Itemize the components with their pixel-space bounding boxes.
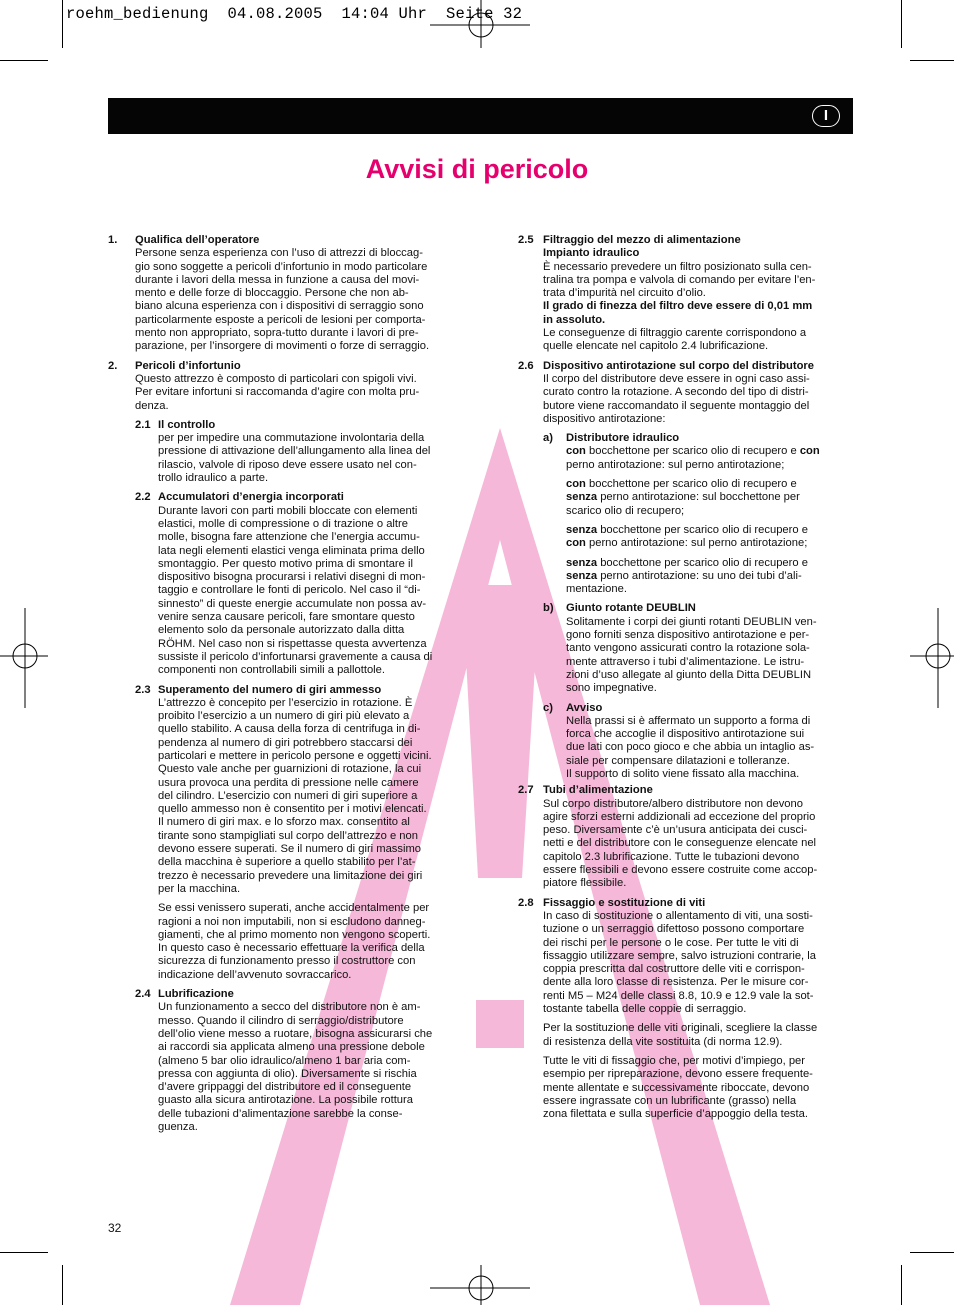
section-2-4 <box>108 988 470 1134</box>
option-2: con bocchettone per scarico olio di recupero e senza perno antirotazione: sul bocchettone per scarico olio di recupero; <box>566 478 800 517</box>
section-body: per per impedire una commutazione involontaria della pressione di attivazione dell’allungamento alla linea del rilascio, valvole di riposo deve essere usato nel con- trollo idraulico a parte. <box>158 432 431 485</box>
section-2-8 <box>518 897 860 1122</box>
section-number: 1. <box>108 234 118 246</box>
section-number: 2.5 <box>518 234 534 246</box>
section-body: L’attrezzo è concepito per l’esercizio in rotazione. È proibito l’esercizio a un numero di giri più elevato a quello stabilito. A causa della forza di centrifuga in di- pendenza al numero di giri potrebbero staccarsi dei particolari e mettere in pericolo persone e oggetti vicini. Questo vale anche per guarnizioni di rotazione, la cui usura provoca una perdita di pressione nelle camere del cilindro. L’esercizio con numeri di giri superiore a quello ammesso non è consentito per i motivi elencati. Il numero di giri max. e lo sforzo max. consentito al tirante sono stampigliati sul corpo dell’attrezzo e non devono essere superati. Se il numero di giri massimo della macchina è superiore a quello stabilito per l’at- trezzo è necessario prevedere una limitazione dei giri per la macchina. <box>158 696 432 895</box>
subsection-heading: Giunto rotante DEUBLIN <box>566 602 696 615</box>
section-2-6 <box>518 360 860 426</box>
section-1 <box>108 234 470 354</box>
section-body: In caso di sostituzione o allentamento di viti, una sosti- tuzione o un serraggio difettoso possono comportare dei rischi per le persone o le cose. Per tutte le viti di fissaggio utilizzare sempre, salvo istruzioni contrarie, la coppia prescritta dal costruttore delle viti e corrispon- dente alla loro classe di resistenza. Per le misure cor- renti M5 – M24 delle classi 8.8, 10.9 e 12.9 vale la sot- tostante tabella delle coppie di serraggio. <box>543 909 816 1016</box>
section-subheading: Impianto idraulico <box>543 247 640 260</box>
printer-slug: roehm_bedienung 04.08.2005 14:04 Uhr Seite 32 <box>66 5 523 23</box>
language-badge: I <box>812 105 840 127</box>
section-number: 2.1 <box>135 418 151 431</box>
section-heading: Superamento del numero di giri ammesso <box>158 683 382 696</box>
section-number: 2.7 <box>518 784 534 797</box>
subsection-a <box>518 432 860 596</box>
section-number: 2.8 <box>518 896 534 909</box>
subsection-heading: Avviso <box>566 701 603 714</box>
section-heading: Accumulatori d’energia incorporati <box>158 491 344 504</box>
section-heading: Dispositivo antirotazione sul corpo del distributore <box>543 359 815 372</box>
section-body: Questo attrezzo è composto di particolari con spigoli vivi. Per evitare infortuni si raccomanda d’agire con molta pru- denza. <box>135 372 420 412</box>
section-heading: Pericoli d’infortunio <box>135 359 241 372</box>
section-number: 2.4 <box>135 988 151 1001</box>
option-1: con bocchettone per scarico olio di recupero e con perno antirotazione: sul perno antirotazione; <box>566 445 820 471</box>
subsection-heading: Distributore idraulico <box>566 432 680 445</box>
subsection-letter: b) <box>543 602 554 615</box>
section-heading: Il controllo <box>158 418 216 431</box>
section-number: 2.2 <box>135 491 151 504</box>
option-3: senza bocchettone per scarico olio di recupero e con perno antirotazione: sul perno antirotazione; <box>566 523 808 550</box>
section-heading: Lubrificazione <box>158 988 234 1001</box>
section-2-7 <box>518 784 860 890</box>
section-body: Solitamente i corpi dei giunti rotanti DEUBLIN ven- gono forniti senza dispositivo antirotazione e per- tanto vengono assicurati contro la rotazione sola- mente attraverso i tubi d’alimentazione. Le istru- zioni d’uso allegate al giunto della Ditta DEUBLIN sono impegnative. <box>566 615 817 695</box>
section-2-5 <box>518 234 860 354</box>
section-body-2: Per la sostituzione delle viti originali, scegliere la classe di resistenza della vite sostituita (di norma 12.9). <box>543 1022 818 1048</box>
subsection-c <box>518 702 860 782</box>
section-number: 2.3 <box>135 683 151 696</box>
subsection-b <box>518 602 860 695</box>
section-heading: Tubi d’alimentazione <box>543 784 653 797</box>
section-body: Il corpo del distributore deve essere in ogni caso assi- curato contro la rotazione. A secondo del tipo di distri- butore viene raccomandato il seguente montaggio del dispositivo antirotazione: <box>543 372 810 425</box>
header-bar <box>108 98 853 134</box>
section-heading: Qualifica dell’operatore <box>135 234 260 246</box>
section-2-2 <box>108 491 470 677</box>
section-heading: Fissaggio e sostituzione di viti <box>543 896 706 909</box>
section-number: 2.6 <box>518 359 534 372</box>
section-heading: Filtraggio del mezzo di alimentazione <box>543 234 741 246</box>
section-body-3: Tutte le viti di fissaggio che, per motivi d’impiego, per esempio per ripreparazione, devono essere frequente- mente allentate e successivamente riboccate, devono essere ingrassate con un lubrificante (grasso) nella zona filettata e sulla superficie d’appoggio della testa. <box>543 1054 813 1121</box>
section-body-2: Se essi venissero superati, anche accidentalmente per ragioni a noi non imputabili, non si escludono danneg- giamenti, che al primo momento non vengono scoperti. In questo caso è necessario effettuare la verifica della sicurezza di funzionamento presso il costruttore con indicazione dell’avvenuto sovraccarico. <box>158 902 431 981</box>
section-2-3 <box>108 684 470 983</box>
section-body: Sul corpo distributore/albero distributore non devono agire sforzi esterni addizionali ad eccezione del proprio peso. Diversamente c’è un’usura anticipata dei cusci- netti e del distributore con le conseguenze elencate nel capitolo 2.3 lubrificazione. Tutte le tubazioni devono essere flessibili e devono essere costruite come accop- piatore flessibile. <box>543 797 818 890</box>
right-column <box>518 234 860 1121</box>
section-body: Un funzionamento a secco del distributore non è am- messo. Quando il cilindro di serraggio/distributore dell’olio viene messo a ruotare, bisogna assicurarsi che ai raccordi sia applicata almeno una pressione debole (almeno 5 bar olio idraulico/almeno 1 bar aria com- pressa con aggiunta di olio). Diversamente si rischia d’avere grippaggi del distributore ed il conseguente guasto alla sicura antirotazione. La possibile rottura delle tubazioni d’alimentazione sarebbe la conse- guenza. <box>158 1001 433 1133</box>
option-4: senza bocchettone per scarico olio di recupero e senza perno antirotazione: su uno dei tubi d’ali- mentazione. <box>566 556 808 596</box>
section-number: 2. <box>108 359 118 372</box>
section-body: È necessario prevedere un filtro posizionato sulla cen- tralina tra pompa e valvola di comando per evitare l’en- trata d’impurità nel circuito d’olio. Il grado di finezza del filtro deve essere di 0,01 mm in assoluto. Le conseguenze di filtraggio carente corrispondono a quelle elencate nel capitolo 2.4 lubrificazione. <box>543 260 816 353</box>
section-body: Persone senza esperienza con l’uso di attrezzi di bloccag- gio sono soggette a pericoli d’infortunio in modo particolare durante i lavori della messa in funzione a causa del movi- mento e delle forze di bloccaggio. Persone che non ab- biano alcuna esperienza con i dispositivi di serraggio sono particolarmente esposte a pericoli de lesioni per comporta- mento non appropriato, sopra-tutto durante i lavori di pre- parazione, per l’insorgere di movimenti o forze di serraggio. <box>135 247 430 353</box>
section-2 <box>108 360 470 413</box>
subsection-letter: a) <box>543 432 553 445</box>
page-title: Avvisi di pericolo <box>365 154 589 184</box>
section-2-1 <box>108 419 470 485</box>
page-number: 32 <box>108 1221 122 1235</box>
section-body: Durante lavori con parti mobili bloccate con elementi elastici, molle di compressione o di trazione o altre molle, bisogna fare attenzione che l’energia accumu- lata negli elementi elastici venga eliminata prima dello smontaggio. Per questo motivo prima di smontare il dispositivo bisogna procurarsi i relativi disegni di mon- taggio e controllare le fonti di pericolo. Nel caso il “di- sinnesto” di queste energie accumulate non possa av- venire senza causare pericoli, fare smontare questo elemento solo da personale autorizzato dalla ditta RÖHM. Nel caso non si rispettasse questa avvertenza sussiste il pericolo d’infortunarsi gravemente a causa di componenti non controllabili simili a pallottole. <box>158 504 433 677</box>
section-body: Nella prassi si è affermato un supporto a forma di forca che accoglie il dispositivo antirotazione sui due lati con poco gioco e che abbia un intaglio as- siale per compensare dilatazioni e tolleranze. Il supporto di solito viene fissato alla macchina. <box>566 714 815 780</box>
left-column <box>108 234 470 1134</box>
subsection-letter: c) <box>543 701 553 714</box>
